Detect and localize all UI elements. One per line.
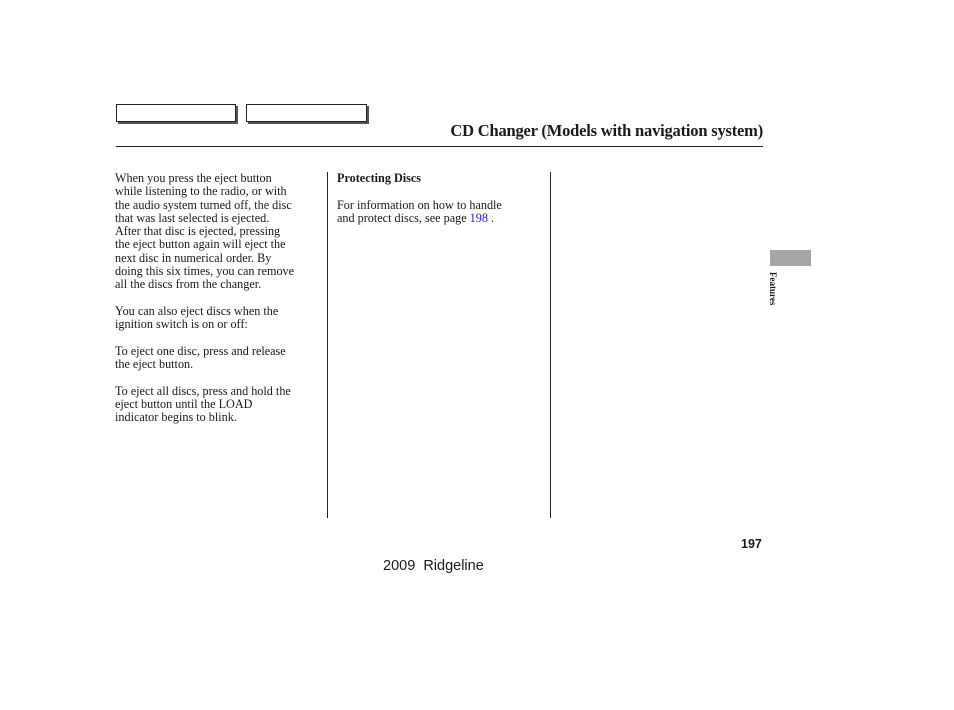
section-label: Features: [768, 272, 778, 306]
title-rule: [116, 146, 763, 147]
section-heading: Protecting Discs: [337, 171, 422, 185]
nav-button-next[interactable]: [246, 104, 367, 122]
page-number: 197: [741, 537, 762, 551]
protecting-discs-text-end: .: [487, 210, 495, 225]
page-title: CD Changer (Models with navigation system): [450, 121, 763, 140]
eject-all-paragraph: To eject all discs, press and hold the eject button until the LOAD indicator begins to blink.: [115, 383, 291, 425]
eject-one-paragraph: To eject one disc, press and release the eject button.: [115, 343, 286, 372]
column-divider: [550, 172, 551, 518]
middle-column: [337, 172, 543, 238]
page-link-198[interactable]: 198: [469, 210, 488, 225]
protecting-discs-text: For information on how to handle and protect discs, see page: [337, 197, 502, 225]
ignition-paragraph: You can also eject discs when the ignition switch is on or off:: [115, 303, 279, 332]
left-column: [115, 172, 321, 438]
nav-button-previous[interactable]: [116, 104, 236, 122]
eject-paragraph: When you press the eject button while listening to the radio, or with the audio system turned off, the disc that was last selected is ejected. After that disc is ejected, pressing the eject button again will eject the next disc in numerical order. By doing this six times, you can remove all the discs from the changer.: [115, 171, 295, 292]
column-divider: [327, 172, 328, 518]
footer-model: 2009 Ridgeline: [383, 558, 484, 574]
section-tab: [770, 250, 811, 266]
protecting-discs-paragraph: [337, 199, 543, 226]
